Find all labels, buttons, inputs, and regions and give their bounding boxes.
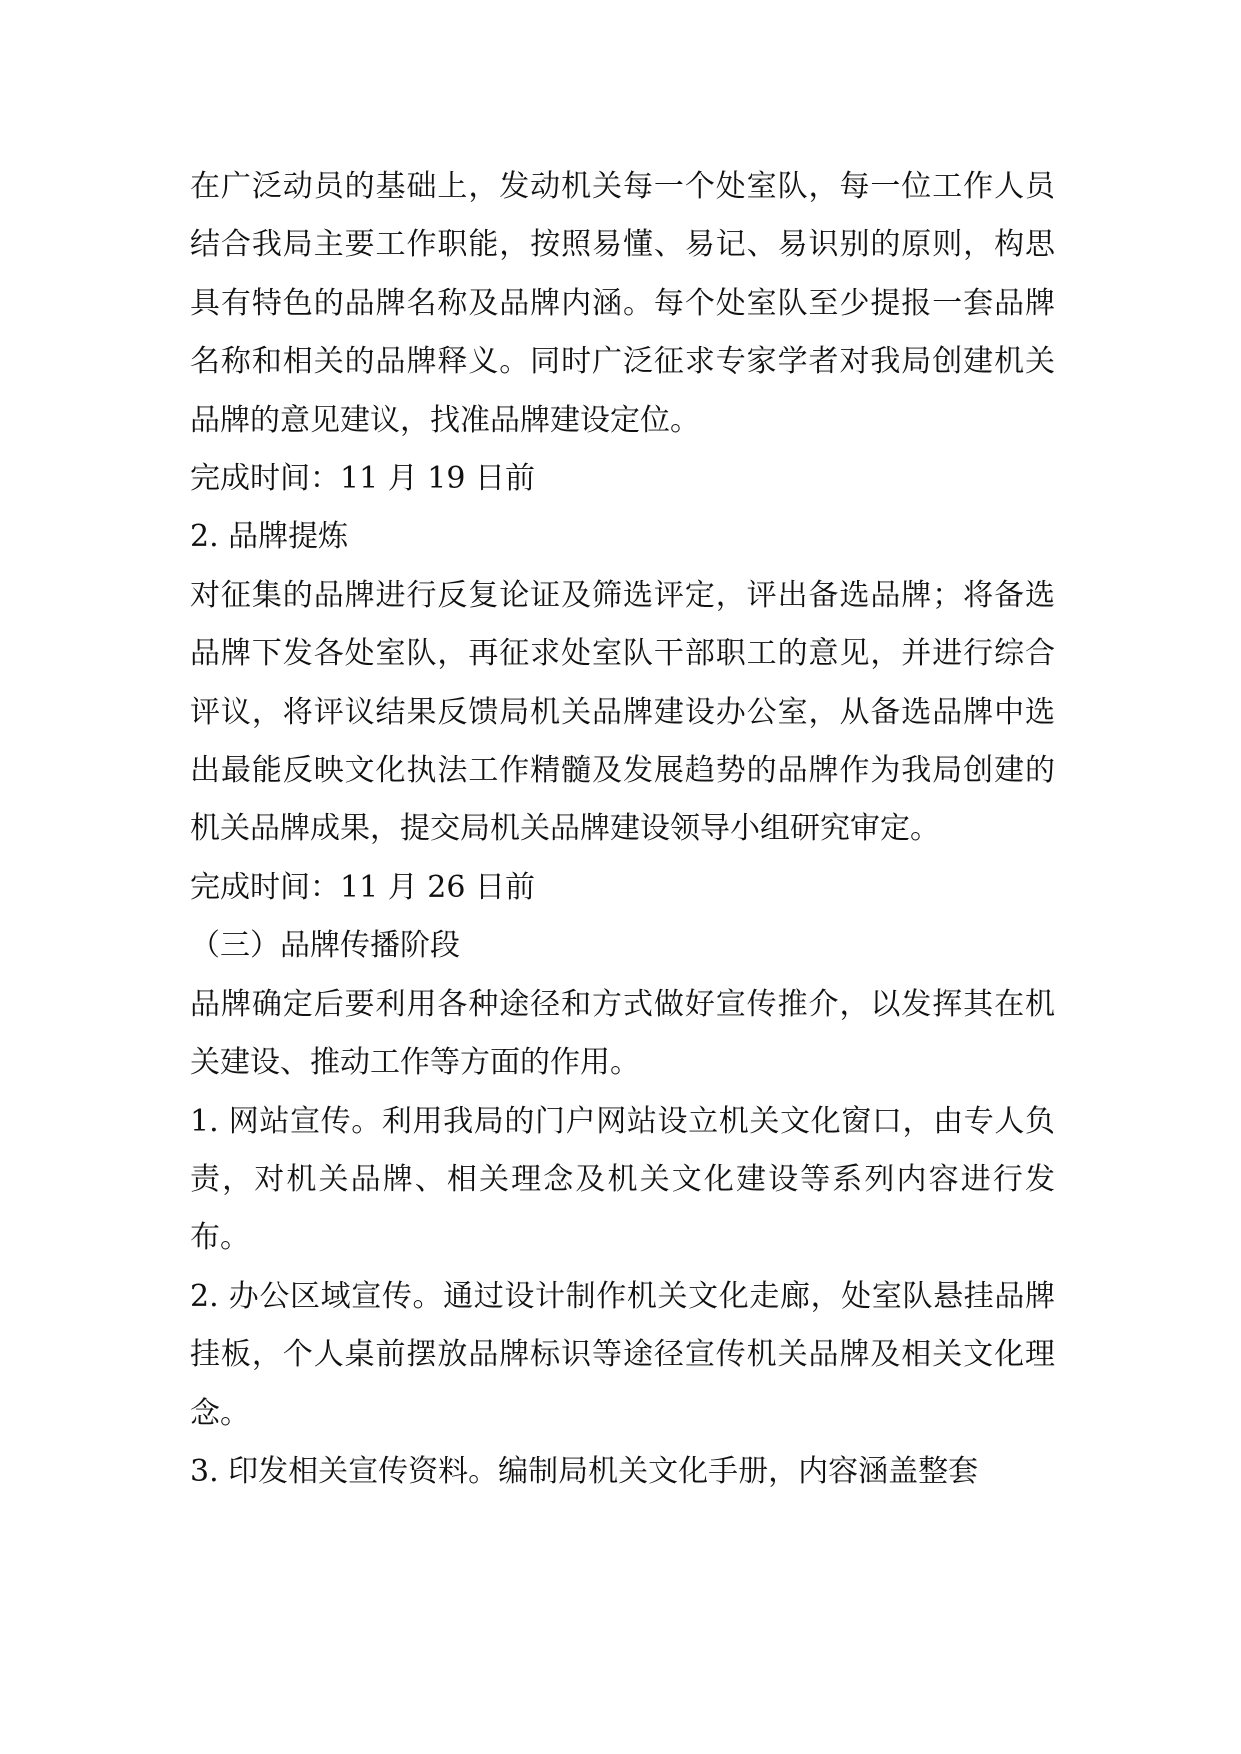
deadline-nov-26: 完成时间：11 月 26 日前 (190, 869, 535, 905)
section-heading-brand-refinement: 2. 品牌提炼 (190, 519, 349, 555)
section-heading-brand-dissemination: （三）品牌传播阶段 (190, 928, 460, 964)
paragraph-brand-collection: 在广泛动员的基础上，发动机关每一个处室队，每一位工作人员结合我局主要工作职能，按照易懂、易记、易识别的原则，构思具有特色的品牌名称及品牌内涵。每个处室队至少提报一套品牌名称和相关的品牌释义。同时广泛征求专家学者对我局创建机关品牌的意见建议，找准品牌建设定位。 (190, 169, 1055, 438)
paragraph-website-promotion: 1. 网站宣传。利用我局的门户网站设立机关文化窗口，由专人负责，对机关品牌、相关理念及机关文化建设等系列内容进行发布。 (190, 1103, 1055, 1256)
document-body (190, 158, 1055, 1501)
paragraph-office-promotion: 2. 办公区域宣传。通过设计制作机关文化走廊，处室队悬挂品牌挂板，个人桌前摆放品牌标识等途径宣传机关品牌及相关文化理念。 (190, 1278, 1055, 1431)
paragraph-brand-evaluation: 对征集的品牌进行反复论证及筛选评定，评出备选品牌；将备选品牌下发各处室队，再征求处室队干部职工的意见，并进行综合评议，将评议结果反馈局机关品牌建设办公室，从备选品牌中选出最能反映文化执法工作精髓及发展趋势的品牌作为我局创建的机关品牌成果，提交局机关品牌建设领导小组研究审定。 (190, 577, 1055, 847)
deadline-nov-19: 完成时间：11 月 19 日前 (190, 461, 535, 497)
paragraph-dissemination-intro: 品牌确定后要利用各种途径和方式做好宣传推介，以发挥其在机关建设、推动工作等方面的作用。 (190, 986, 1055, 1081)
paragraph-print-materials: 3. 印发相关宣传资料。编制局机关文化手册，内容涵盖整套 (190, 1453, 979, 1489)
